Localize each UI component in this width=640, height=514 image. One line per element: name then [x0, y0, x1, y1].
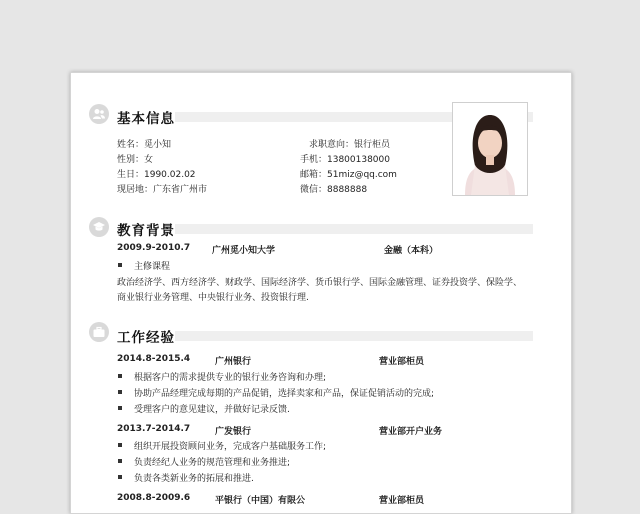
basic-gender: 性别：女	[117, 155, 154, 165]
job-position: 营业部开户业务	[379, 427, 443, 437]
bullet-icon	[118, 390, 122, 394]
job-position: 营业部柜员	[379, 357, 425, 367]
section-title-work: 工作经验	[117, 330, 175, 346]
job-company: 广州银行	[215, 357, 252, 367]
profile-photo	[452, 102, 528, 196]
job-company: 广发银行	[215, 427, 252, 437]
graduation-cap-icon	[89, 217, 109, 237]
basic-name: 姓名：觅小知	[117, 140, 172, 150]
user-icon	[89, 104, 109, 124]
basic-phone: 手机：13800138000	[300, 155, 390, 165]
job-duty: 负责各类新业务的拓展和推进.	[134, 474, 254, 484]
briefcase-icon	[89, 322, 109, 342]
basic-email: 邮箱：51miz@qq.com	[300, 170, 397, 180]
job-period: 2014.8-2015.4	[117, 354, 191, 364]
bullet-icon	[118, 263, 122, 267]
bullet-icon	[118, 475, 122, 479]
edu-major: 金融（本科）	[384, 246, 439, 256]
job-period: 2008.8-2009.6	[117, 493, 191, 503]
job-duty: 根据客户的需求提供专业的银行业务咨询和办理;	[134, 373, 327, 383]
bullet-icon	[118, 459, 122, 463]
job-duty: 负责经纪人业务的规范管理和业务推进;	[134, 458, 291, 468]
section-bar-work	[175, 331, 533, 341]
job-duty: 协助产品经理完成每期的产品促销，选择卖家和产品，保证促销活动的完成;	[134, 389, 435, 399]
edu-period: 2009.9-2010.7	[117, 243, 191, 253]
basic-birth: 生日：1990.02.02	[117, 170, 196, 180]
job-duty: 受理客户的意见建议，并做好记录反馈.	[134, 405, 290, 415]
job-duty: 组织开展投资顾问业务，完成客户基础服务工作;	[134, 442, 327, 452]
job-company: 平银行（中国）有限公	[215, 496, 306, 506]
basic-wechat: 微信：8888888	[300, 185, 368, 195]
basic-location: 现居地：广东省广州市	[117, 185, 208, 195]
section-title-basic: 基本信息	[117, 111, 175, 127]
bullet-icon	[118, 443, 122, 447]
bullet-icon	[118, 406, 122, 410]
bullet-icon	[118, 374, 122, 378]
edu-school: 广州觅小知大学	[212, 246, 276, 256]
edu-courses-label: 主修课程	[134, 262, 171, 272]
basic-intent: 求职意向：银行柜员	[309, 140, 391, 150]
edu-courses-line1: 政治经济学、西方经济学、财政学、国际经济学、货币银行学、国际金融管理、证券投资学、保险学、	[117, 278, 523, 288]
edu-courses-line2: 商业银行业务管理、中央银行业务、投资银行理.	[117, 293, 309, 303]
job-period: 2013.7-2014.7	[117, 424, 191, 434]
job-position: 营业部柜员	[379, 496, 425, 506]
section-bar-education	[175, 224, 533, 234]
section-title-education: 教育背景	[117, 223, 175, 239]
